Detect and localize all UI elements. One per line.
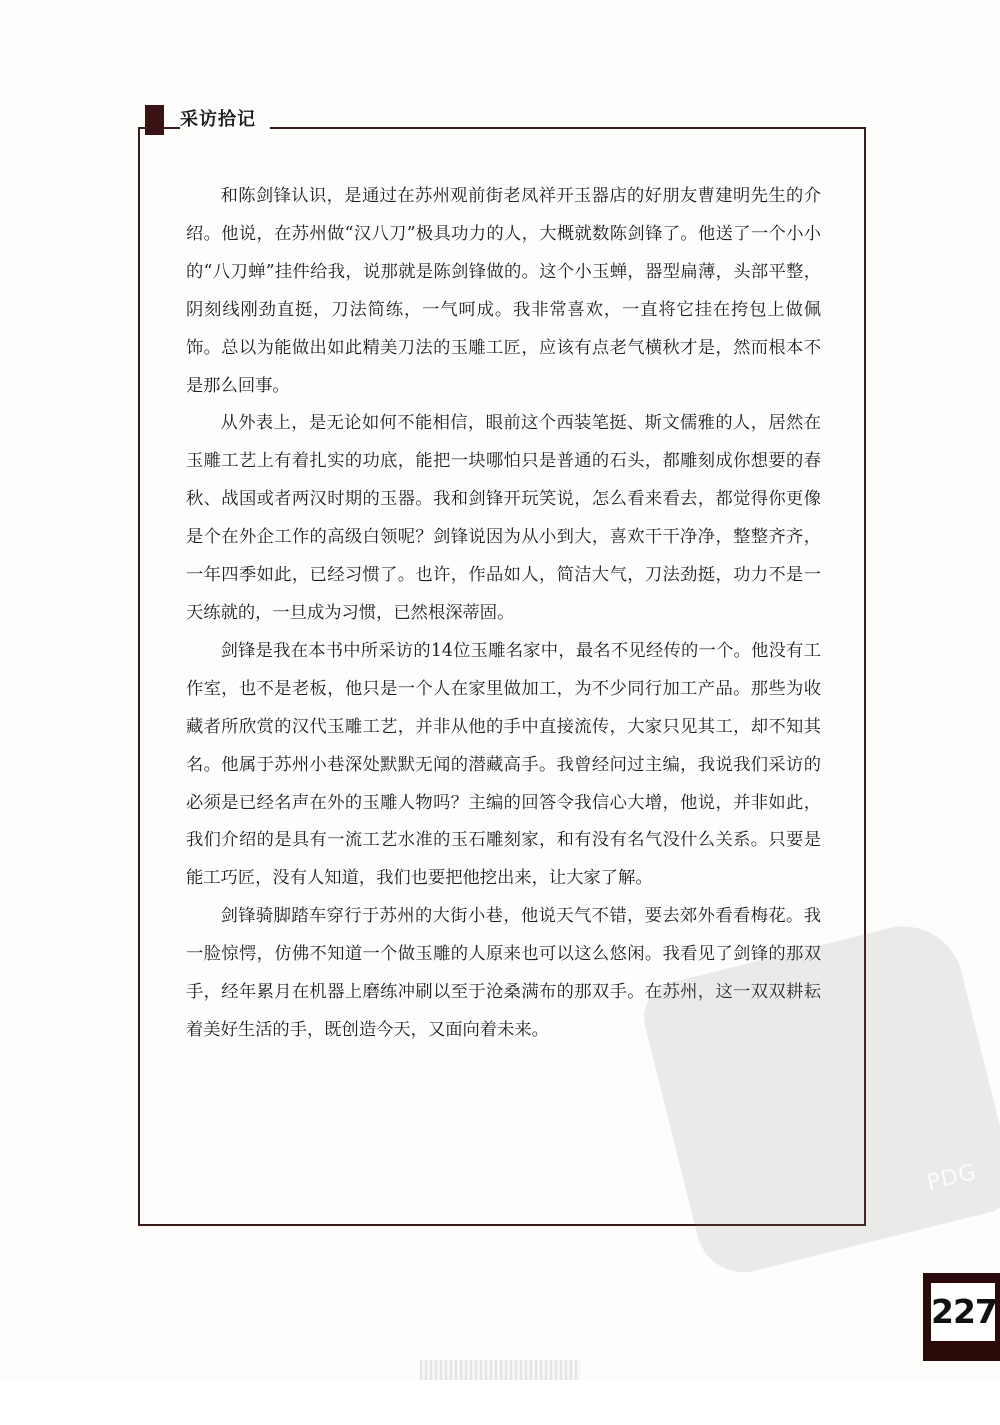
bottom-margin: [0, 1380, 1000, 1425]
paragraph: 和陈剑锋认识，是通过在苏州观前街老凤祥开玉器店的好朋友曹建明先生的介绍。他说，在苏州做“汉八刀”极具功力的人，大概就数陈剑锋了。他送了一个小小的“八刀蝉”挂件给我，说那就是陈剑锋做的。这个小玉蝉，器型扁薄，头部平整，阴刻线刚劲直挺，刀法简练，一气呵成。我非常喜欢，一直将它挂在挎包上做佩饰。总以为能做出如此精美刀法的玉雕工匠，应该有点老气横秋才是，然而根本不是那么回事。: [186, 186, 821, 396]
paragraph: 剑锋骑脚踏车穿行于苏州的大街小巷，他说天气不错，要去郊外看看梅花。我一脸惊愕，仿佛不知道一个做玉雕的人原来也可以这么悠闲。我看见了剑锋的那双手，经年累月在机器上磨练冲刷以至于沧桑满布的那双手。在苏州，这一双双耕耘着美好生活的手，既创造今天，又面向着未来。: [186, 906, 821, 1040]
scan-artifact: [420, 1360, 580, 1380]
article-body: [186, 178, 821, 1050]
section-marker: [145, 105, 164, 135]
section-title: 采访拾记: [180, 105, 270, 135]
page-number-box: [923, 1273, 1000, 1361]
page-number: 227: [931, 1283, 995, 1341]
paragraph: 从外表上，是无论如何不能相信，眼前这个西装笔挺、斯文儒雅的人，居然在玉雕工艺上有着扎实的功底，能把一块哪怕只是普通的石头，都雕刻成你想要的春秋、战国或者两汉时期的玉器。我和剑锋开玩笑说，怎么看来看去，都觉得你更像是个在外企工作的高级白领呢？剑锋说因为从小到大，喜欢干干净净，整整齐齐，一年四季如此，已经习惯了。也许，作品如人，简洁大气，刀法劲挺，功力不是一天练就的，一旦成为习惯，已然根深蒂固。: [186, 413, 821, 623]
watermark-text: PDG: [924, 1159, 980, 1197]
paragraph: 剑锋是我在本书中所采访的14位玉雕名家中，最名不见经传的一个。他没有工作室，也不是老板，他只是一个人在家里做加工，为不少同行加工产品。那些为收藏者所欣赏的汉代玉雕工艺，并非从他的手中直接流传，大家只见其工，却不知其名。他属于苏州小巷深处默默无闻的潜藏高手。我曾经问过主编，我说我们采访的必须是已经名声在外的玉雕人物吗？主编的回答令我信心大增，他说，并非如此，我们介绍的是具有一流工艺水准的玉石雕刻家，和有没有名气没什么关系。只要是能工巧匠，没有人知道，我们也要把他挖出来，让大家了解。: [186, 640, 821, 889]
